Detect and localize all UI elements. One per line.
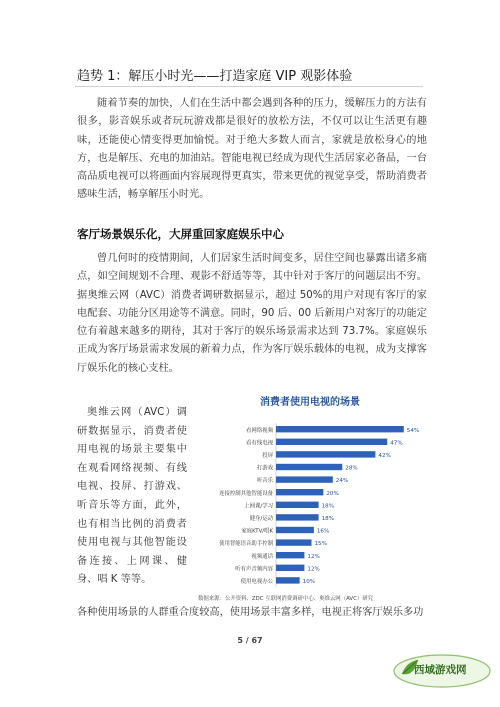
paragraph-living-room: 曾几何时的疫情期间，人们居家生活时间变多，居住空间也暴露出诸多痛点，如空间规划不合理、观影不舒适等等，其中针对于客厅的问题层出不穷。据奥维云网（AVC）消费者调研数据显示，超过 50%的用户对现有客厅的家电配套、功能分区用途等不满意。同时，90 后、00 后新用户对客厅的功能定位有着越来越多的期待，其对于客厅的娱乐场景需求达到 73.7%。家庭娱乐正成为客厅场景需求发展的新着力点，作为客厅娱乐载体的电视，成为支撑客厅娱乐化的核心支柱。	[77, 253, 427, 374]
chart-bar	[276, 439, 387, 445]
chart-bar	[276, 552, 304, 558]
chart-value-label: 47%	[390, 440, 403, 447]
chart-title: 消费者使用电视的场景	[260, 397, 360, 408]
site-logo	[392, 650, 492, 692]
heading-divider	[75, 86, 423, 87]
paragraph-survey: 奥维云网（AVC）调研数据显示，消费者使用电视的场景主要集中在观看网络视频、有线电视、投屏、打游戏、听音乐等方面，此外，也有相当比例的消费者使用电视与其他智能设备连接、上网课、健身、唱 K 等等。	[77, 407, 187, 586]
chart-category-label: 视频通话	[251, 553, 273, 560]
chart-category-label: 使用电视办公	[240, 579, 273, 585]
chart-bar	[276, 514, 319, 520]
subsection-heading: 客厅场景娱乐化，大屏重回家庭娱乐中心	[77, 227, 284, 241]
chart-value-label: 18%	[321, 516, 335, 522]
chart-bar	[276, 451, 375, 457]
paragraph-continued: 各种使用场景的人群重合度较高，使用场景丰富多样，电视正将客厅娱乐多功	[77, 607, 424, 618]
chart-category-label: 上网课/学习	[244, 503, 273, 510]
chart-value-label: 28%	[345, 465, 358, 472]
chart-bar	[276, 489, 323, 495]
chart-value-label: 42%	[378, 453, 391, 459]
chart-value-label: 16%	[316, 528, 330, 535]
chart-bar	[276, 527, 314, 533]
chart-category-label: 听有声音频内容	[235, 566, 273, 573]
chart-bar	[276, 565, 304, 571]
tv-usage-bar-chart	[190, 388, 430, 608]
chart-value-label: 10%	[302, 579, 316, 585]
chart-value-label: 12%	[307, 566, 320, 573]
chart-bar	[276, 464, 342, 470]
paragraph-relief: 随着节奏的加快，人们在生活中都会遇到各种的压力，缓解压力的方法有很多，影音娱乐或者玩玩游戏都是很好的放松方法，不仅可以让生活更有趣味，还能使心情变得更加愉悦。对于绝大多数人而言，家就是放松身心的地方，也是解压、充电的加油站。智能电视已经成为现代生活居家必备品，一台高品质电视可以将画面内容展现得更真实，带来更优的视觉享受，帮助消费者感味生活，畅享解压小时光。	[77, 98, 427, 201]
chart-value-label: 20%	[326, 490, 339, 497]
chart-bar	[276, 577, 300, 583]
chart-value-label: 24%	[335, 478, 349, 485]
chart-category-label: 看网络视频	[246, 427, 273, 434]
chart-value-label: 15%	[314, 541, 327, 548]
chart-category-label: 投屏	[262, 453, 273, 459]
chart-category-label: 健身/运动	[249, 516, 273, 522]
site-logo-text: 西域游戏网	[414, 664, 467, 676]
chart-category-label: 使用智能语音助手控制	[219, 541, 273, 548]
chart-bar	[276, 539, 312, 545]
chart-bar	[276, 426, 404, 432]
page-number: 5 / 67	[237, 636, 263, 645]
chart-value-label: 54%	[406, 427, 420, 434]
section-heading: 趋势 1：解压小时光——打造家庭 VIP 观影体验	[77, 69, 353, 84]
chart-category-label: 听音乐	[256, 478, 273, 485]
chart-bar	[276, 476, 333, 482]
chart-value-label: 18%	[321, 503, 335, 510]
chart-value-label: 12%	[307, 553, 320, 560]
chart-category-label: 打游戏	[256, 465, 273, 472]
chart-source: 数据来源：公开资料、ZDC 互联网消费调研中心、奥维云网（AVC）研究	[198, 595, 374, 602]
chart-bar	[276, 502, 319, 508]
chart-category-label: 看有线电视	[246, 440, 273, 447]
chart-category-label: 连接控制其他智能设备	[219, 490, 273, 497]
chart-category-label: 家庭KTV/唱K	[241, 528, 273, 535]
